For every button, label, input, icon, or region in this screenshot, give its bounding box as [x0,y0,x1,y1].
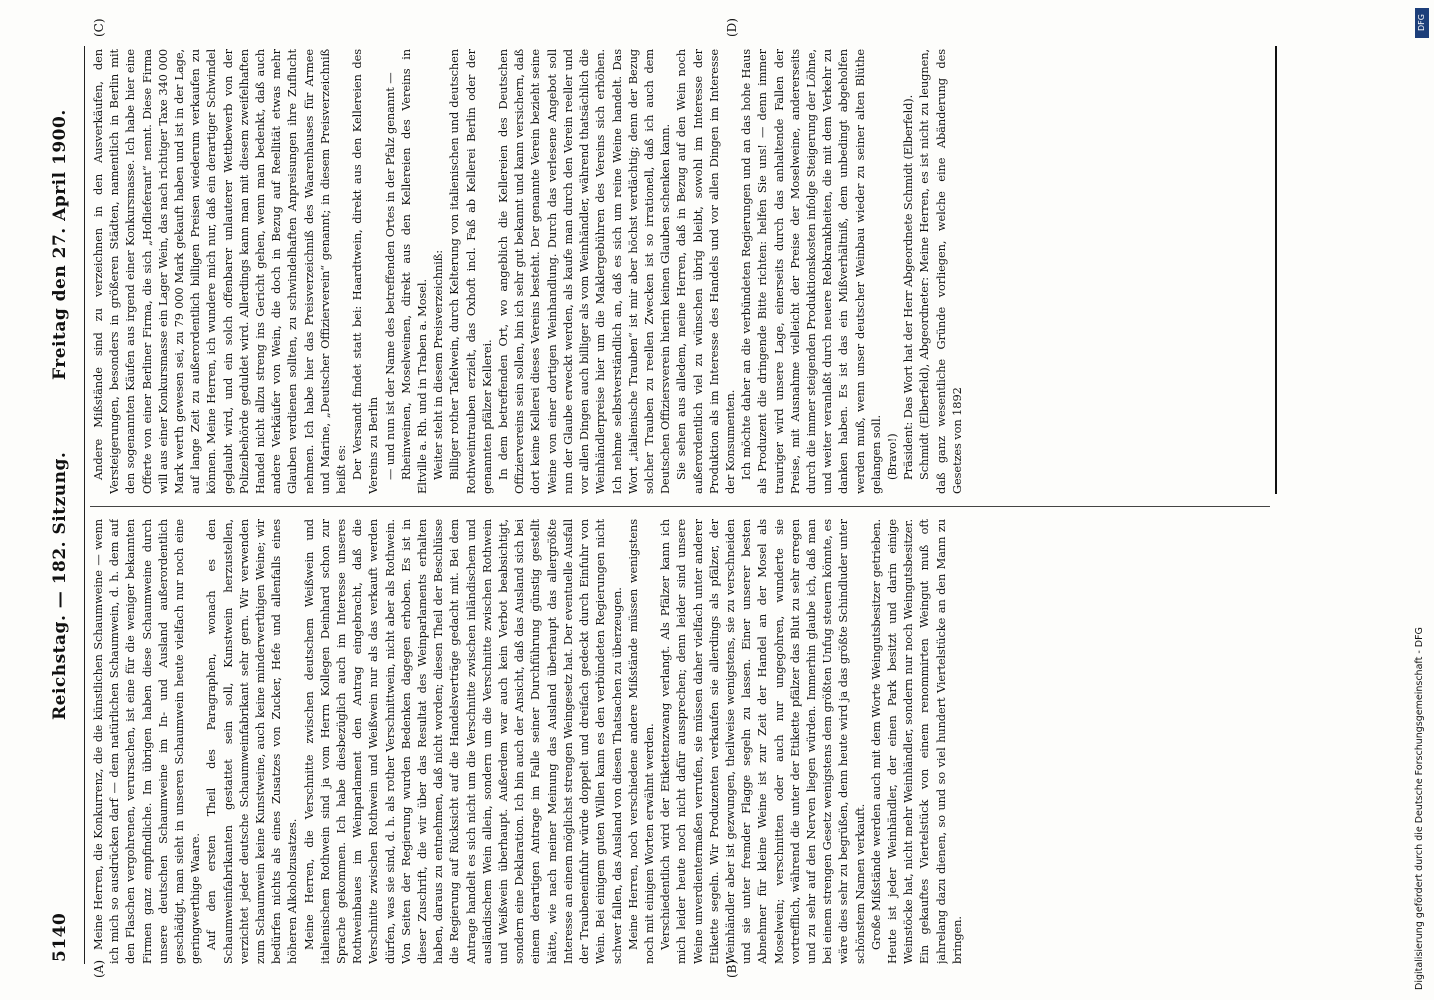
paragraph: Ich möchte daher an die verbündeten Regierungen und an das hohe Haus als Produzent die dringende Bitte richten: helfen Sie uns! — denn immer trauriger wird unsere Lage, einerseits durch das anhaltende Fallen der Preise, mit Ausnahme vielleicht der Preise der Moselweine, andererseits durch die immer steigenden Produktionskosten infolge Steigerung der Löhne, und weiter veranlaßt durch neuere Rebkrankheiten, die mit dem Verkehr zu danken haben. Es ist das ein Mißverhältniß, dem unbedingt abgeholfen werden muß, wenn unser deutscher Weinbau wieder zu seiner alten Blüthe gelangen soll. [739,49,883,494]
margin-marker-c: (C) [92,18,106,37]
paragraph: Verschiedentlich wird der Etikettenzwang verlangt. Als Pfälzer kann ich mich leider heute noch nicht dafür aussprechen; denn leider sind unsere Weine unverdientermaßen verrufen, sie müssen daher vielfach unter anderer Etikette segeln. Wir Produzenten verkaufen sie allerdings als pfälzer, der Weinhändler aber ist gezwungen, theilweise wenigstens, sie zu verschneiden und sie unter fremder Flagge segeln zu lassen. Einer unserer besten Abnehmer für kleine Weine ist zur Zeit der Handel an der Mosel als Moselwein; verschnitten oder auch nur ungegohren, wunderte sie vortrefflich, während die unter der Etikette pfälzer das Blut zu sehr erregen und zu sehr auf den Nerven liegen würden. Immerhin glaube ich, daß man bei einem strengen Gesetz wenigstens dem größten Unfug steuern könnte, es wäre dies sehr zu begrüßen, denn heute wird ja das größte Schindluder unter schönstem Namen verkauft. [658,519,867,964]
paragraph: Billiger rother Tafelwein, durch Kelterung von italienischen und deutschen Rothweintrauben erzielt, das Oxhoft incl. Faß ab Kellerei Berlin oder der genannten pfälzer Kellerei. [447,49,494,494]
margin-marker-a: (A) [92,959,106,978]
paragraph: Rheinweinen, Moselweinen, direkt aus den Kellereien des Vereins in Eltville a. Rh. und in Traben a. Mosel. [398,49,430,494]
paragraph: Schmidt (Elberfeld), Abgeordneter: Meine Herren, es ist nicht zu leugnen, daß ganz wesentliche Gründe vorliegen, welche eine Abänderung des Gesetzes von 1892 [917,49,964,494]
header-rule [84,46,85,964]
paragraph: Große Mißstände werden auch mit dem Worte Weingutsbesitzer getrieben. Heute ist jeder Weinhändler, der einen Park besitzt und darin einige Weinstöcke hat, nicht mehr Weinhändler, sondern nur noch Weingutsbesitzer. Ein gekauftes Viertelstück von einem renommirten Weingut muß oft jahrelang dazu dienen, so und so viel hundert Viertelstücke an den Mann zu bringen. [868,519,964,964]
right-text-column [90,49,1340,494]
paragraph: Sie sehen aus alledem, meine Herren, daß in Bezug auf den Wein noch außerordentlich viel zu wünschen übrig bleibt, sowohl im Interesse der Produktion als im Interesse des Handels und vor allen Dingen im Interesse der Konsumenten. [674,49,737,494]
dfg-logo: DFG [1415,8,1429,38]
session-date: Freitag den 27. April 1900. [50,109,70,380]
digitization-note: Digitalisierung gefördert durch die Deutsche Forschungsgemeinschaft - DFG [1414,627,1425,990]
left-text-column [90,519,1340,964]
section-end-rule [1275,46,1277,494]
paragraph: Präsident: Das Wort hat der Herr Abgeordnete Schmidt (Elberfeld). [901,94,916,480]
paragraph: Der Versandt findet statt bei: Haardtwein, direkt aus den Kellereien des Vereins zu Berlin [350,49,381,494]
page-number: 5140 [50,912,70,962]
margin-marker-b: (B) [725,959,739,978]
paragraph: Weiter steht in diesem Preisverzeichniß: [431,249,446,480]
digitization-sidebar [1412,0,1434,1000]
paragraph: — und nun ist der Name des betreffenden Ortes in der Pfalz genannt — [382,72,397,480]
paragraph: (Bravo!) [884,433,899,480]
column-divider [90,506,1270,507]
paragraph: Andere Mißstände sind zu verzeichnen in den Ausverkäufen, den Versteigerungen, besonders in größeren Städten, namentlich in Berlin mit den sogenannten Käufen aus irgend einer Konkursmasse. Ich habe hier eine Offerte von einer Berliner Firma, die sich „Hoflieferant“ nennt. Diese Firma will aus einer Konkursmasse ein Lager Wein, das nach richtiger Taxe 340 000 Mark werth gewesen sei, zu 79 000 Mark gekauft haben und ist in der Lage, auf lange Zeit zu außerordentlich billigen Preisen wiederum verkaufen zu können. Meine Herren, ich wundere mich nur, daß ein derartiger Schwindel geglaubt wird, und ein solch offenbarer unlauterer Wettbewerb von der Polizeibehörde geduldet wird. Allerdings kann man mit diesem zweifelhaften Handel nicht allzu streng ins Gericht gehen, wenn man bedenkt, daß auch andere Verkäufer von Wein, die doch in Bezug auf Reellität etwas mehr Glauben verdienen sollten, zu schwindelhaften Anpreisungen ihre Zuflucht nehmen. Ich habe hier das Preisverzeichniß des Waarenhauses für Armee und Marine, „Deutscher Offizierverein“ genannt; in diesem Preisverzeichniß heißt es: [91,49,349,494]
paragraph: In dem betreffenden Ort, wo angeblich die Kellereien des Deutschen Offiziervereins sein sollen, bin ich sehr gut bekannt und kann versichern, daß dort keine Kellerei dieses Vereins besteht. Der genannte Verein bezieht seine Weine von einer dortigen Weinhandlung. Durch das verlesene Angebot soll nun der Glaube erweckt werden, als kaufe man durch den Verein reeller und vor allen Dingen auch billiger als vom Weinhändler, während thatsächlich die Weinhändlerpreise hier um die Maklergebühren des Vereins sich erhöhen. Ich nehme selbstverständlich an, daß es sich um reine Weine handelt. Das Wort „italienische Trauben“ ist mir aber höchst verdächtig; denn der Bezug solcher Trauben zu reellen Zwecken ist so irrationell, daß ich auch dem Deutschen Offiziersverein hierin keinen Glauben schenken kann. [496,49,673,494]
session-title: Reichstag. — 182. Sitzung. [50,451,70,720]
paragraph: Meine Herren, die Konkurrenz, die die künstlichen Schaumweine — wenn ich mich so ausdrücken darf — dem natürlichen Schaumwein, d. h. dem auf den Flaschen vergohrenen, verursachen, ist eine für die weniger bekannten Firmen ganz empfindliche. Im übrigen haben diese Schaumweine durch unsere deutschen Schaumweine im In- und Ausland außerordentlich geschädigt, man sieht in unseren Schaumwein heute vielfach nur noch eine geringwerthige Waare. [91,519,203,964]
margin-marker-d: (D) [725,18,739,37]
paragraph: Meine Herren, die Verschnitte zwischen deutschem Weißwein und italienischem Rothwein sind ja vom Herrn Kollegen Deinhard schon zur Sprache gekommen. Ich habe diesbezüglich auch im Interesse unseres Rothweinbaues im Weinparlament den Antrag eingebracht, daß die Verschnitte zwischen Rothwein und Weißwein nur als das verkauft werden dürfen, was sie sind, d. h. als rother Verschnittwein, nicht aber als Rothwein. Von Seiten der Regierung wurden Bedenken dagegen erhoben. Es ist in dieser Zuschrift, die wir über das Resultat des Weinparlaments erhalten haben, daraus zu entnehmen, daß nicht worden; diesen Theil der Beschlüsse die Regierung auf Rücksicht auf die Handelsverträge gedacht mit. Bei dem Antrage handelt es sich nicht um die Verschnitte zwischen inländischem und ausländischem Wein allein, sondern um die Verschnitte zwischen Rothwein und Weißwein überhaupt. Außerdem war auch kein Verbot beabsichtigt, sondern eine Deklaration. Ich bin auch der Ansicht, daß das Ausland sich bei einem derartigen Antrage im Falle seiner Durchführung günstig gestellt hätte, wie nach meiner Meinung das Ausland überhaupt das allergrößte Interesse an einem möglichst strengen Weingesetz hat. Der eventuelle Ausfall der Traubeneinfuhr würde doppelt und dreifach gedeckt durch Einfuhr von Wein. Bei einigem guten Willen kann es den verbündeten Regierungen nicht schwer fallen, das Ausland von diesen Thatsachen zu überzeugen. [301,519,624,964]
paragraph: Meine Herren, noch verschiedene andere Mißstände müssen wenigstens noch mit einigen Worten erwähnt werden. [625,519,656,964]
paragraph: Auf den ersten Theil des Paragraphen, wonach es den Schaumweinfabrikanten gestattet sein soll, Kunstwein herzustellen, verzichtet jeder deutsche Schaumweinfabrikant sehr gern. Wir verwenden zum Schaumwein keine Kunstweine, auch keine minderwerthigen Weine; wir bedürfen nichts als eines Zusatzes von Zucker, Hefe und allenfalls eines höheren Alkoholzusatzes. [204,519,300,964]
